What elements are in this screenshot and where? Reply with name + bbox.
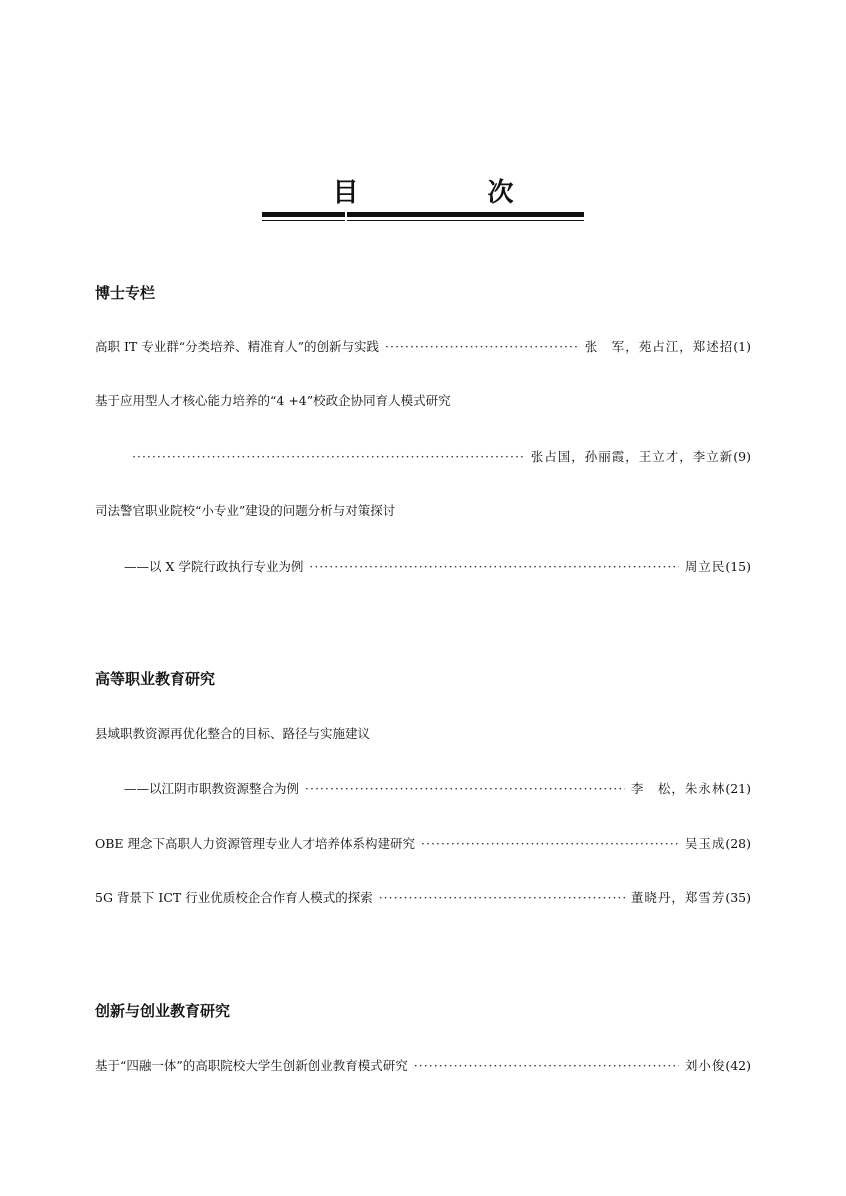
toc-entry-continuation[interactable]	[124, 558, 751, 576]
entry-subtitle: ——以江阴市职教资源整合为例	[124, 781, 300, 796]
entry-authors: 张 军，苑占江，郑述招	[584, 339, 734, 354]
entry-authors: 董晓丹，郑雪芳	[630, 890, 726, 905]
entry-title: 基于应用型人才核心能力培养的“4 +4”校政企协同育人模式研究	[95, 393, 451, 408]
toc-entry[interactable]	[95, 502, 751, 520]
toc-entry[interactable]	[95, 392, 751, 410]
toc-entry[interactable]	[95, 338, 751, 356]
entry-page: (35)	[725, 890, 751, 905]
entry-authors: 张占国，孙丽霞，王立才，李立新	[530, 449, 734, 464]
toc-entry[interactable]	[95, 889, 751, 907]
entry-page: (21)	[725, 781, 751, 796]
leader-dots	[385, 338, 579, 356]
entry-title: OBE 理念下高职人力资源管理专业人才培养体系构建研究	[95, 836, 416, 851]
entry-authors: 李 松，朱永林	[630, 781, 726, 796]
leader-dots	[414, 1057, 679, 1075]
entry-title: 5G 背景下 ICT 行业优质校企合作育人模式的探索	[95, 890, 373, 905]
entry-authors: 刘小俊	[684, 1058, 726, 1073]
section-heading-doctoral-column: 博士专栏	[95, 284, 156, 302]
leader-dots	[379, 889, 625, 907]
title-rule-gap	[345, 211, 347, 222]
section-heading-higher-vocational-education: 高等职业教育研究	[95, 670, 216, 688]
toc-entry[interactable]	[95, 725, 751, 743]
leader-dots	[132, 448, 525, 466]
entry-page: (15)	[725, 559, 751, 574]
entry-authors: 周立民	[684, 559, 726, 574]
entry-subtitle: ——以 X 学院行政执行专业为例	[124, 559, 304, 574]
entry-title: 司法警官职业院校“小专业”建设的问题分析与对策探讨	[95, 503, 396, 518]
leader-dots	[421, 835, 679, 853]
entry-authors: 吴玉成	[684, 836, 726, 851]
entry-title: 县域职教资源再优化整合的目标、路径与实施建议	[95, 726, 371, 741]
toc-entry-continuation[interactable]	[124, 780, 751, 798]
entry-page: (1)	[733, 339, 751, 354]
title-rule-thick	[262, 212, 584, 217]
toc-entry-continuation[interactable]	[132, 448, 751, 466]
entry-page: (28)	[725, 836, 751, 851]
toc-entry[interactable]	[95, 1057, 751, 1075]
entry-title: 高职 IT 专业群“分类培养、精准育人”的创新与实践	[95, 339, 380, 354]
leader-dots	[309, 558, 678, 576]
toc-entry[interactable]	[95, 835, 751, 853]
entry-page: (9)	[733, 449, 751, 464]
section-heading-innovation-entrepreneurship: 创新与创业教育研究	[95, 1002, 231, 1020]
title-rule-thin	[262, 220, 584, 221]
entry-title: 基于“四融一体”的高职院校大学生创新创业教育模式研究	[95, 1058, 408, 1073]
page-title: 目 次	[332, 178, 574, 208]
entry-page: (42)	[725, 1058, 751, 1073]
leader-dots	[305, 780, 625, 798]
